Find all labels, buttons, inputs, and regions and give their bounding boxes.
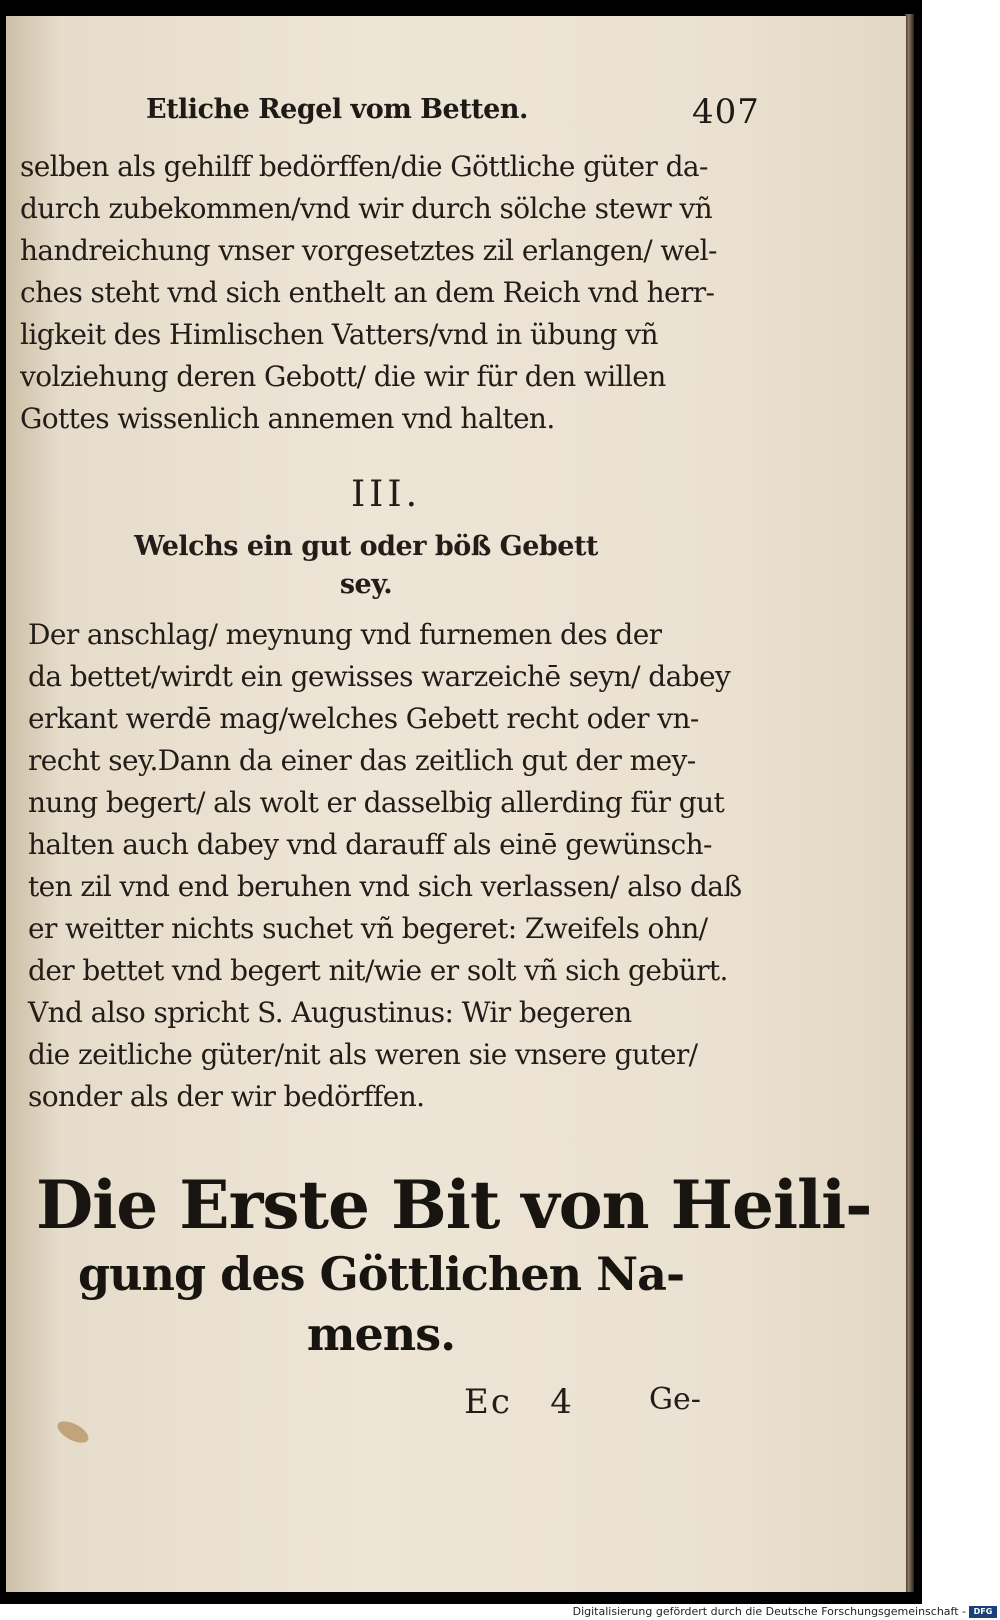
section-title: [6, 528, 726, 604]
dfg-logo: DFG: [969, 1606, 997, 1618]
text-line: ligkeit des Himlischen Vatters/vnd in übung vñ: [20, 318, 658, 351]
running-head: Etliche Regel vom Betten.: [146, 94, 528, 125]
footer-credit: Digitalisierung gefördert durch die Deutsche Forschungsgemeinschaft -: [572, 1605, 966, 1618]
page-number: 407: [692, 92, 760, 132]
text-line: durch zubekommen/vnd wir durch sölche stewr vñ: [20, 192, 713, 225]
digitization-footer: [0, 1604, 1000, 1620]
text-line: er weitter nichts suchet vñ begeret: Zweifels ohn/: [28, 912, 708, 945]
text-line: Gottes wissenlich annemen vnd halten.: [20, 402, 555, 435]
text-line: die zeitliche güter/nit als weren sie vnsere guter/: [28, 1038, 698, 1071]
text-line: ches steht vnd sich enthelt an dem Reich vnd herr-: [20, 276, 715, 309]
text-line: handreichung vnser vorgesetztes zil erlangen/ wel-: [20, 234, 717, 267]
text-line: selben als gehilff bedörffen/die Göttliche güter da-: [20, 150, 708, 183]
text-line: volziehung deren Gebott/ die wir für den willen: [20, 360, 666, 393]
text-line: sonder als der wir bedörffen.: [28, 1080, 425, 1113]
chapter-heading-line: gung des Göttlichen Na-: [77, 1247, 685, 1301]
chapter-heading: [36, 1166, 872, 1364]
book-page: [6, 16, 906, 1592]
text-line: Vnd also spricht S. Augustinus: Wir begeren: [28, 996, 632, 1029]
text-line: recht sey.Dann da einer das zeitlich gut der mey-: [28, 744, 696, 777]
section-title-line: sey.: [339, 569, 393, 600]
text-line: da bettet/wirdt ein gewisses warzeichē seyn/ dabey: [28, 660, 731, 693]
text-line: erkant werdē mag/welches Gebett recht oder vn-: [28, 702, 699, 735]
chapter-heading-line: Die Erste Bit von Heili-: [36, 1166, 872, 1244]
paragraph-2: [28, 614, 742, 1118]
page-edge: [905, 14, 914, 1592]
paragraph-1: [20, 146, 717, 440]
text-line: ten zil vnd end beruhen vnd sich verlassen/ also daß: [28, 870, 742, 903]
catchword: Ge-: [649, 1382, 701, 1417]
text-line: halten auch dabey vnd darauff als einē gewünsch-: [28, 828, 712, 861]
section-number: III.: [350, 474, 422, 515]
section-title-line: Welchs ein gut oder böß Gebett: [134, 531, 598, 562]
paper-stain: [54, 1417, 92, 1447]
chapter-heading-line: mens.: [306, 1307, 456, 1361]
signature-mark: Ec 4: [464, 1382, 574, 1422]
text-line: nung begert/ als wolt er dasselbig allerding für gut: [28, 786, 725, 819]
text-line: der bettet vnd begert nit/wie er solt vñ sich gebürt.: [28, 954, 728, 987]
text-line: Der anschlag/ meynung vnd furnemen des der: [28, 618, 662, 651]
